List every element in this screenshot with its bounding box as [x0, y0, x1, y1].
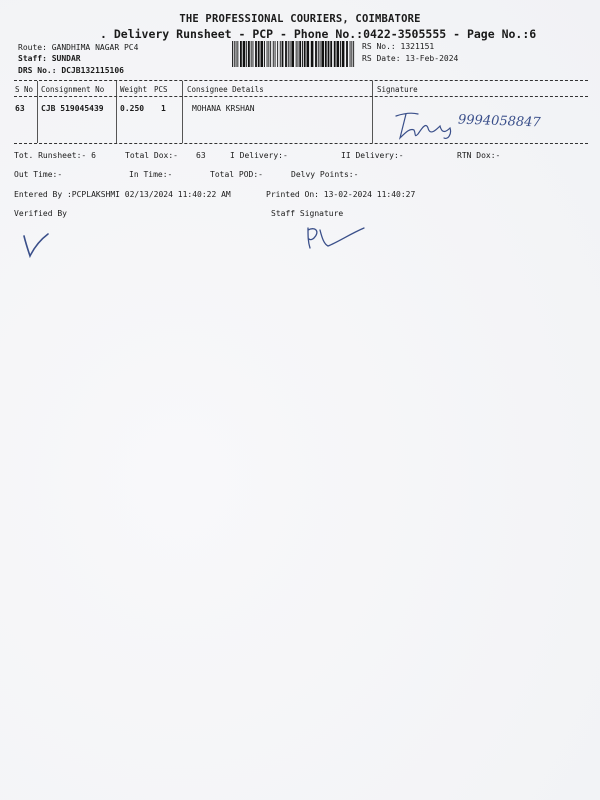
total-dox-value: 63: [196, 151, 206, 160]
col-divider: [116, 81, 117, 143]
i-delivery: I Delivery:-: [230, 151, 288, 160]
verified-by-label: Verified By: [14, 209, 67, 218]
out-time: Out Time:-: [14, 170, 63, 179]
staff-signature: [302, 224, 368, 252]
header-rule: [14, 96, 588, 97]
col-divider: [372, 81, 373, 143]
staff-signature-label: Staff Signature: [271, 209, 344, 218]
col-header-sno: S No: [15, 85, 34, 94]
tot-runsheet: Tot. Runsheet:- 6: [14, 151, 96, 160]
printed-on: Printed On: 13-02-2024 11:40:27: [266, 190, 416, 199]
receiver-signature: [392, 108, 462, 144]
row-consignee: MOHANA KRSHAN: [192, 104, 255, 113]
rtn-dox: RTN Dox:-: [457, 151, 501, 160]
company-title: THE PROFESSIONAL COURIERS, COIMBATORE: [179, 13, 421, 25]
row-consignment: CJB 519045439: [41, 104, 104, 113]
row-sno: 63: [15, 104, 25, 113]
runsheet-subtitle: . Delivery Runsheet - PCP - Phone No.:0422-3505555 - Page No.:6: [100, 27, 537, 41]
col-header-weight: Weight: [120, 85, 148, 94]
ii-delivery: II Delivery:-: [341, 151, 404, 160]
total-dox-label: Total Dox:-: [125, 151, 178, 160]
col-divider: [37, 81, 38, 143]
in-time: In Time:-: [129, 170, 173, 179]
total-pod: Total POD:-: [210, 170, 263, 179]
table-bottom-rule: [14, 143, 588, 144]
route-text: Route: GANDHIMA NAGAR PC4: [18, 43, 139, 52]
col-header-consignment: Consignment No: [41, 85, 105, 94]
entered-by: Entered By :PCPLAKSHMI 02/13/2024 11:40:22 AM: [14, 190, 231, 199]
row-weight: 0.250: [120, 104, 145, 113]
row-pcs: 1: [161, 104, 166, 113]
table-top-rule: [14, 80, 588, 81]
col-header-consignee: Consignee Details: [187, 85, 264, 94]
receiver-phone-handwritten: 9994058847: [457, 112, 541, 131]
drs-number: DRS No.: DCJB132115106: [18, 66, 124, 75]
staff-text: Staff: SUNDAR: [18, 54, 81, 63]
rs-date: RS Date: 13-Feb-2024: [362, 54, 459, 63]
delvy-points: Delvy Points:-: [291, 170, 359, 179]
verified-checkmark: [20, 230, 50, 260]
col-divider: [182, 81, 183, 143]
col-header-pcs: PCS: [154, 85, 168, 94]
rs-number: RS No.: 1321151: [362, 42, 435, 51]
col-header-signature: Signature: [377, 85, 418, 94]
barcode-image: [231, 41, 357, 67]
